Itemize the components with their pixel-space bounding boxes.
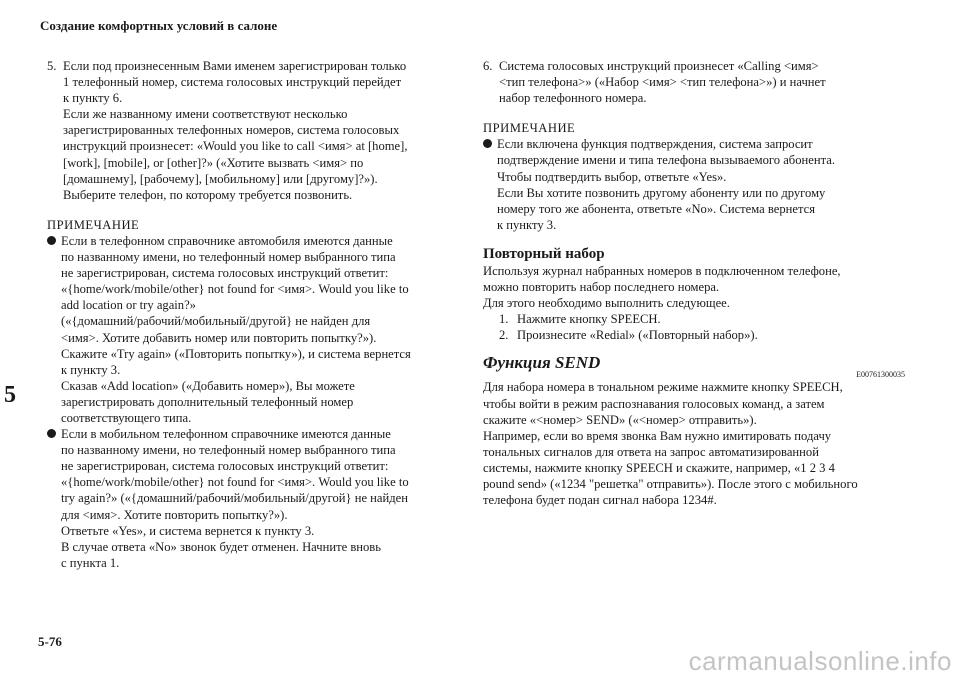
note-bullet [483, 136, 913, 233]
text-line: для <имя>. Хотите повторить попытку?»). [61, 507, 288, 522]
text-line: по названному имени, но телефонный номер выбранного типа [61, 443, 396, 458]
text-line: подтверждение имени и типа телефона вызываемого абонента. [497, 153, 835, 168]
text-line: инструкций произнесет: «Would you like to call <имя> at [home], [63, 139, 408, 154]
text-line: к пункту 6. [63, 91, 123, 106]
note-heading: ПРИМЕЧАНИЕ [47, 217, 140, 232]
text-line: <тип телефона>» («Набор <имя> <тип телефона>») и начнет [499, 75, 826, 90]
text-line: Скажите «Try again» («Повторить попытку»), и система вернется [61, 346, 411, 361]
text-line: Система голосовых инструкций произнесет «Calling <имя> [499, 59, 819, 73]
text-line: Ответьте «Yes», и система вернется к пункту 3. [61, 523, 315, 538]
text-line: Если в телефонном справочнике автомобиля имеются данные [61, 233, 393, 248]
text-line: Чтобы подтвердить выбор, ответьте «Yes». [497, 169, 727, 184]
text-line: по названному имени, но телефонный номер выбранного типа [61, 250, 396, 265]
text-line: <имя>. Хотите добавить номер или повторить попытку?»). [61, 330, 377, 345]
text-line: с пункта 1. [61, 555, 120, 570]
text-line: скажите «<номер> SEND» («<номер> отправить»). [483, 412, 757, 427]
note-bullet [47, 426, 465, 571]
text-line: к пункту 3. [61, 362, 121, 377]
text-line: набор телефонного номера. [499, 91, 647, 106]
text-line: try again?» («{домашний/рабочий/мобильный/другой} не найден [61, 491, 408, 506]
text-line: Если под произнесенным Вами именем зарегистрирован только [63, 59, 407, 73]
text-line: соответствующего типа. [61, 410, 192, 425]
step-text: Произнесите «Redial» («Повторный набор»). [517, 328, 758, 343]
text-line: системы, нажмите кнопку SPEECH и скажите, например, «1 2 3 4 [483, 460, 835, 475]
text-line: телефона будет подан сигнал набора 1234#. [483, 493, 717, 508]
text-line: к пункту 3. [497, 217, 557, 232]
text-line: Для набора номера в тональном режиме нажмите кнопку SPEECH, [483, 380, 843, 395]
text-line: Например, если во время звонка Вам нужно имитировать подачу [483, 428, 832, 443]
page-header-title: Создание комфортных условий в салоне [40, 18, 278, 33]
step-text: Нажмите кнопку SPEECH. [517, 312, 661, 327]
text-line: зарегистрировать дополнительный телефонный номер [61, 394, 354, 409]
text-line: можно повторить набор последнего номера. [483, 280, 720, 295]
text-line: не зарегистрирован, система голосовых инструкций ответит: [61, 266, 389, 281]
text-line: add location or try again?» [61, 298, 196, 313]
page-number: 5-76 [38, 634, 62, 649]
right-column [483, 58, 913, 508]
section-code: E00761300035 [856, 370, 905, 380]
text-line: [work], [mobile], or [other]?» («Хотите вызвать <имя> по [63, 155, 364, 170]
text-line: Сказав «Add location» («Добавить номер»), Вы можете [61, 378, 355, 393]
step-number: 1. [499, 312, 509, 327]
step-number: 6. [483, 59, 493, 73]
chapter-tab-number: 5 [4, 382, 16, 408]
text-line: [домашнему], [рабочему], [мобильному] или [другому]?»). [63, 171, 378, 186]
step-6 [483, 58, 913, 106]
step-5 [47, 58, 465, 203]
text-line: 1 телефонный номер, система голосовых инструкций перейдет [63, 75, 402, 90]
text-line: не зарегистрирован, система голосовых инструкций ответит: [61, 459, 389, 474]
text-line: Если Вы хотите позвонить другому абоненту или по другому [497, 185, 826, 200]
send-function-heading: Функция SEND [483, 353, 601, 373]
left-column [47, 58, 465, 571]
redial-step-1 [483, 311, 913, 327]
text-line: pound send» («1234 "решетка" отправить»). После этого с мобильного [483, 476, 858, 491]
text-line: Выберите телефон, по которому требуется позвонить. [63, 187, 353, 202]
redial-heading: Повторный набор [483, 245, 605, 262]
bullet-dot-icon [47, 236, 56, 245]
note-bullet [47, 233, 465, 426]
step-number: 5. [47, 59, 57, 73]
text-line: Если включена функция подтверждения, система запросит [497, 137, 813, 152]
text-line: тональных сигналов для ответа на запрос автоматизированной [483, 444, 819, 459]
text-line: («{домашний/рабочий/мобильный/другой} не найден для [61, 314, 371, 329]
text-line: зарегистрированных телефонных номеров, система голосовых [63, 123, 400, 138]
step-number: 2. [499, 328, 509, 343]
text-line: В случае ответа «No» звонок будет отменен. Начните вновь [61, 539, 381, 554]
text-line: чтобы войти в режим распознавания голосовых команд, а затем [483, 396, 825, 411]
text-line: Используя журнал набранных номеров в подключенном телефоне, [483, 263, 841, 278]
text-line: Для этого необходимо выполнить следующее. [483, 296, 730, 311]
text-line: «{home/work/mobile/other} not found for <имя>. Would you like to [61, 475, 409, 490]
bullet-dot-icon [47, 429, 56, 438]
site-watermark: carmanualsonline.info [688, 646, 952, 676]
redial-step-2 [483, 327, 913, 343]
note-heading: ПРИМЕЧАНИЕ [483, 121, 576, 136]
bullet-dot-icon [483, 139, 492, 148]
text-line: Если же названному имени соответствуют несколько [63, 107, 348, 122]
text-line: номеру того же абонента, ответьте «No». Система вернется [497, 201, 816, 216]
text-line: «{home/work/mobile/other} not found for <имя>. Would you like to [61, 282, 409, 297]
text-line: Если в мобильном телефонном справочнике имеются данные [61, 427, 391, 442]
